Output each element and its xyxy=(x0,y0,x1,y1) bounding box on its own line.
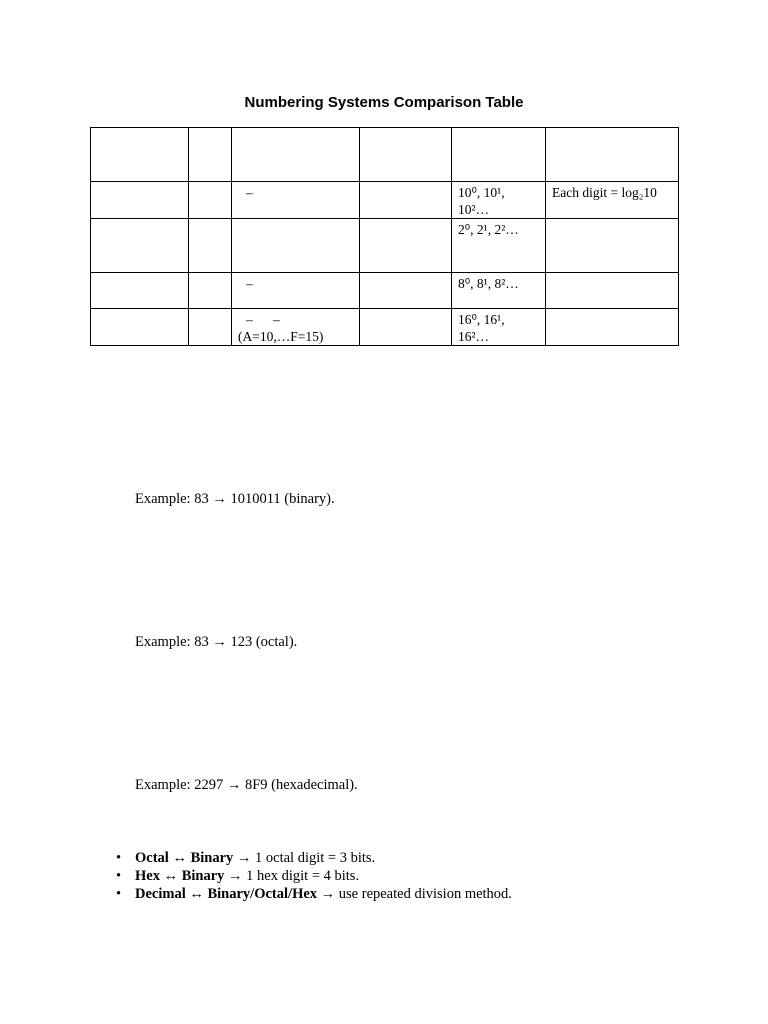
table-cell-digits: – xyxy=(232,273,360,309)
table-cell xyxy=(452,128,546,182)
bullet-icon: • xyxy=(116,886,122,902)
table-row-hex xyxy=(91,309,679,346)
table-cell xyxy=(91,309,189,346)
table-cell-digits xyxy=(232,309,360,346)
document-title: Numbering Systems Comparison Table xyxy=(244,94,524,111)
rule-term: Binary xyxy=(181,868,225,884)
list-item xyxy=(116,849,512,867)
table-cell-weights: 8⁰, 8¹, 8²… xyxy=(452,273,546,309)
example-hex: Example: 2297 → 8F9 (hexadecimal). xyxy=(135,777,358,793)
table-cell xyxy=(546,219,679,273)
table-cell xyxy=(91,128,189,182)
cell-line: 16⁰, 16¹, xyxy=(458,312,505,327)
table-cell xyxy=(546,309,679,346)
table-cell xyxy=(232,128,360,182)
cell-line: 16²… xyxy=(458,329,490,344)
table-cell xyxy=(360,219,452,273)
cell-line: – – xyxy=(246,312,280,327)
rule-separator: ↔ xyxy=(159,868,182,884)
table-cell xyxy=(189,273,232,309)
table-cell xyxy=(189,219,232,273)
comparison-table xyxy=(90,127,679,346)
conversion-rules-list xyxy=(116,849,512,903)
bullet-icon: • xyxy=(116,868,122,884)
table-row-octal xyxy=(91,273,679,309)
table-cell-weights xyxy=(452,182,546,219)
rule-text: → 1 octal digit = 3 bits. xyxy=(233,850,376,866)
table-cell xyxy=(91,219,189,273)
table-cell xyxy=(360,128,452,182)
table-cell-weights: 2⁰, 2¹, 2²… xyxy=(452,219,546,273)
table-cell-notes: Each digit = log₂10 xyxy=(546,182,679,219)
cell-line: 10²… xyxy=(458,202,490,217)
table-row-binary xyxy=(91,219,679,273)
table-cell-weights xyxy=(452,309,546,346)
bullet-icon: • xyxy=(116,850,122,866)
table-cell xyxy=(546,273,679,309)
table-cell xyxy=(189,182,232,219)
table-header-row xyxy=(91,128,679,182)
table-cell xyxy=(360,309,452,346)
rule-separator: ↔ xyxy=(185,886,208,902)
table-cell xyxy=(360,182,452,219)
rule-term: Decimal xyxy=(135,886,186,902)
rule-text: → use repeated division method. xyxy=(317,886,512,902)
example-octal: Example: 83 → 123 (octal). xyxy=(135,634,298,650)
rule-term: Hex xyxy=(135,868,160,884)
table-cell xyxy=(546,128,679,182)
list-item xyxy=(116,885,512,903)
table-cell xyxy=(360,273,452,309)
table-cell xyxy=(232,219,360,273)
rule-text: → 1 hex digit = 4 bits. xyxy=(224,868,360,884)
table-cell xyxy=(189,128,232,182)
list-item xyxy=(116,867,512,885)
rule-separator: ↔ xyxy=(168,850,191,866)
table-cell-digits: – xyxy=(232,182,360,219)
cell-line: 10⁰, 10¹, xyxy=(458,185,505,200)
rule-term: Binary xyxy=(190,850,234,866)
cell-line: (A=10,…F=15) xyxy=(238,329,324,344)
example-binary: Example: 83 → 1010011 (binary). xyxy=(135,491,335,507)
table-cell xyxy=(91,182,189,219)
table-cell xyxy=(189,309,232,346)
table-cell xyxy=(91,273,189,309)
rule-term: Binary/Octal/Hex xyxy=(207,886,318,902)
rule-term: Octal xyxy=(135,850,169,866)
table-row-decimal xyxy=(91,182,679,219)
